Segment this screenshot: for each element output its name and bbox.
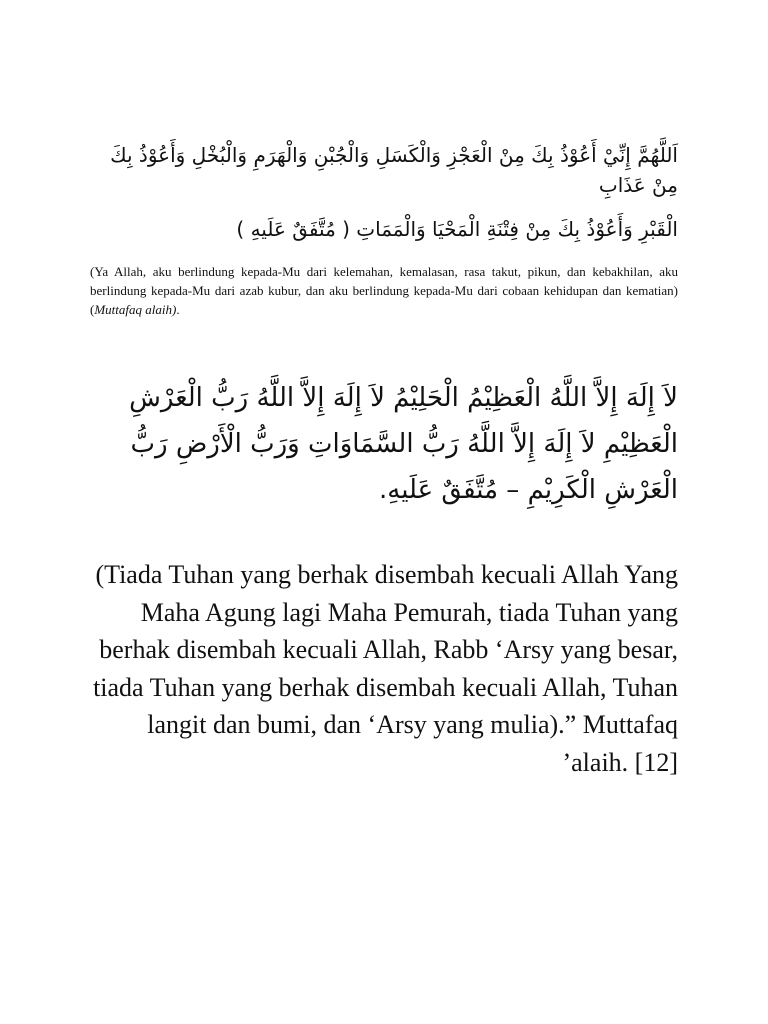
dua1-translation-end: . [176, 302, 180, 317]
dua2-translation: (Tiada Tuhan yang berhak disembah kecuali Allah Yang Maha Agung lagi Maha Pemurah, tiada Tuhan yang berhak disembah kecuali Allah, Rabb ‘Arsy yang besar, tiada Tuhan yang berhak disembah kecuali Allah, Tuhan langit dan bumi, dan ‘Arsy yang mulia).” Muttafaq ’alaih. [12] [93, 560, 678, 777]
dua1-translation-text: (Ya Allah, aku berlindung kepada-Mu dari kelemahan, kemalasan, rasa takut, pikun, dan kebakhilan, aku berlindung kepada-Mu dari azab kubur, dan aku berlindung kepada-Mu dari cobaan kehidupan dan kematian) ( [90, 264, 678, 317]
dua1-arabic-line1: اَللَّهُمَّ إِنِّيْ أَعُوْذُ بِكَ مِنْ الْعَجْزِ وَالْكَسَلِ وَالْجُبْنِ وَالْهَرَمِ وَالْبُخْلِ وَأَعُوْذُ بِكَ مِنْ عَذَابِ [110, 143, 678, 197]
dua1-translation [90, 262, 678, 319]
dua1-arabic-line2: الْقَبْرِ وَأَعُوْذُ بِكَ مِنْ فِتْنَةِ الْمَحْيَا وَالْمَمَاتِ ( مُتَّفَقٌ عَلَيهِ ) [236, 217, 678, 241]
dua2-arabic: لاَ إِلَهَ إِلاَّ اللَّهُ الْعَظِيْمُ الْحَلِيْمُ لاَ إِلَهَ إِلاَّ اللَّهُ رَبُّ الْعَرْشِ الْعَظِيْمِ لاَ إِلَهَ إِلاَّ اللَّهُ رَبُّ السَّمَاوَاتِ وَرَبُّ الْأَرْضِ رَبُّ الْعَرْشِ الْكَرِيْمِ – مُتَّفَقٌ عَلَيهِ. [129, 383, 678, 505]
dua1-translation-source: Muttafaq alaih) [94, 302, 177, 317]
